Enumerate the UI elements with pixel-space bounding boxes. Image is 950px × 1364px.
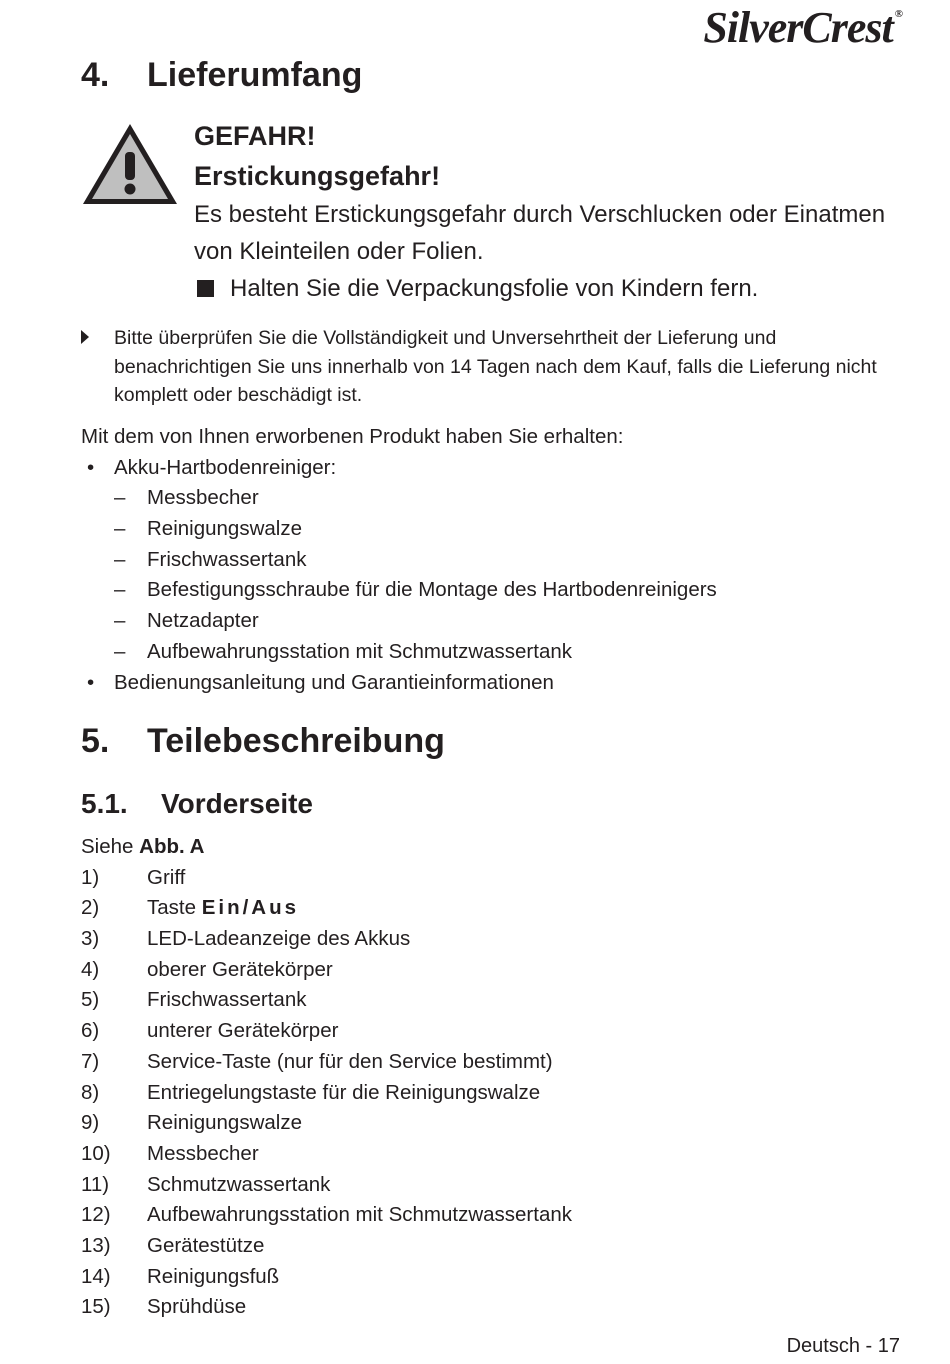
silvercrest-logo: SilverCrest ® xyxy=(703,3,902,52)
part-label: Service-Taste (nur für den Service bestimmt) xyxy=(147,1049,553,1073)
part-number: 6) xyxy=(81,1019,100,1043)
bullet-marker: • xyxy=(87,455,95,479)
list-item xyxy=(81,668,717,699)
part-number: 15) xyxy=(81,1295,111,1319)
part-item xyxy=(81,1170,572,1201)
list-item xyxy=(81,453,717,484)
list-item xyxy=(81,637,717,668)
part-label: Reinigungsfuß xyxy=(147,1264,280,1288)
part-number: 8) xyxy=(81,1080,100,1104)
part-label: Aufbewahrungsstation mit Schmutzwassertank xyxy=(147,1203,573,1227)
warning-icon xyxy=(80,120,180,208)
warning-bullet: Halten Sie die Verpackungsfolie von Kindern fern. xyxy=(194,270,904,307)
list-item xyxy=(81,514,717,545)
part-item xyxy=(81,1292,572,1323)
part-number: 5) xyxy=(81,988,100,1012)
dash-marker: – xyxy=(114,609,126,633)
part-label: unterer Gerätekörper xyxy=(147,1019,339,1043)
part-number: 12) xyxy=(81,1203,111,1227)
part-label: Reinigungswalze xyxy=(147,1111,302,1135)
list-item-text: Aufbewahrungsstation mit Schmutzwassertank xyxy=(147,639,573,663)
part-number: 14) xyxy=(81,1264,111,1288)
bullet-marker: • xyxy=(87,670,95,694)
page-footer: Deutsch - 17 xyxy=(786,1335,900,1357)
warning-text: Es besteht Erstickungsgefahr durch Verschlucken oder Einatmen von Kleinteilen oder Folien. xyxy=(194,201,886,265)
section-5-1-heading: 5.1. Vorderseite xyxy=(81,788,313,819)
list-item-text: Reinigungswalze xyxy=(147,517,302,541)
dash-marker: – xyxy=(114,547,126,571)
part-number: 3) xyxy=(81,927,100,951)
part-number: 7) xyxy=(81,1049,100,1073)
part-label: Schmutzwassertank xyxy=(147,1172,331,1196)
part-item xyxy=(81,1200,572,1231)
part-label: Entriegelungstaste für die Reinigungswalze xyxy=(147,1080,541,1104)
part-label: oberer Gerätekörper xyxy=(147,957,333,981)
parts-list xyxy=(81,832,572,1323)
part-label: Frischwassertank xyxy=(147,988,307,1012)
part-item xyxy=(81,893,572,924)
part-number: 1) xyxy=(81,865,100,889)
list-item xyxy=(81,606,717,637)
part-item xyxy=(81,1047,572,1078)
part-item xyxy=(81,955,572,986)
part-label: Messbecher xyxy=(147,1141,259,1165)
part-number: 11) xyxy=(81,1172,110,1196)
part-item xyxy=(81,1231,572,1262)
intro-text: Mit dem von Ihnen erworbenen Produkt haben Sie erhalten: xyxy=(81,425,624,448)
list-item-text: Befestigungsschraube für die Montage des Hartbodenreinigers xyxy=(147,578,717,602)
part-item xyxy=(81,924,572,955)
part-label-emphasis: Ein/Aus xyxy=(201,896,300,920)
part-label: Sprühdüse xyxy=(147,1295,247,1319)
figure-reference: Siehe Abb. A xyxy=(81,835,205,858)
dash-marker: – xyxy=(114,578,126,602)
part-item xyxy=(81,985,572,1016)
part-label: Taste xyxy=(147,896,196,920)
part-label: LED-Ladeanzeige des Akkus xyxy=(147,927,411,951)
part-label: Gerätestütze xyxy=(147,1233,265,1257)
square-bullet-icon xyxy=(197,280,214,297)
part-number: 4) xyxy=(81,957,100,981)
part-item xyxy=(81,1139,572,1170)
list-item-text: Frischwassertank xyxy=(147,547,307,571)
list-item-text: Messbecher xyxy=(147,486,259,510)
delivery-list xyxy=(81,422,717,698)
list-item-text: Bedienungsanleitung und Garantieinformationen xyxy=(114,670,554,694)
list-item xyxy=(81,483,717,514)
part-number: 10) xyxy=(81,1141,111,1165)
arrow-right-icon xyxy=(81,330,89,344)
dash-marker: – xyxy=(114,486,126,510)
dash-marker: – xyxy=(114,517,126,541)
warning-title: GEFAHR! xyxy=(194,121,316,151)
part-number: 2) xyxy=(81,896,100,920)
section-5-heading: 5. Teilebeschreibung xyxy=(81,722,445,760)
part-number: 9) xyxy=(81,1111,100,1135)
part-item xyxy=(81,1016,572,1047)
list-item-text: Akku-Hartbodenreiniger: xyxy=(114,455,337,479)
part-item xyxy=(81,1108,572,1139)
section-4-heading: 4. Lieferumfang xyxy=(81,56,363,94)
warning-subtitle: Erstickungsgefahr! xyxy=(194,161,441,191)
list-item-text: Netzadapter xyxy=(147,609,259,633)
dash-marker: – xyxy=(114,639,126,663)
part-item xyxy=(81,1262,572,1293)
delivery-check-note: Bitte überprüfen Sie die Vollständigkeit und Unversehrtheit der Lieferung und benachrichtigen Sie uns innerhalb von 14 Tagen nach dem Kauf, falls die Lieferung nicht komplett oder beschädigt ist. xyxy=(81,324,901,410)
part-label: Griff xyxy=(147,865,186,889)
danger-warning xyxy=(194,116,904,307)
list-item xyxy=(81,545,717,576)
part-item xyxy=(81,863,572,894)
list-item xyxy=(81,575,717,606)
part-item xyxy=(81,1078,572,1109)
part-number: 13) xyxy=(81,1233,111,1257)
